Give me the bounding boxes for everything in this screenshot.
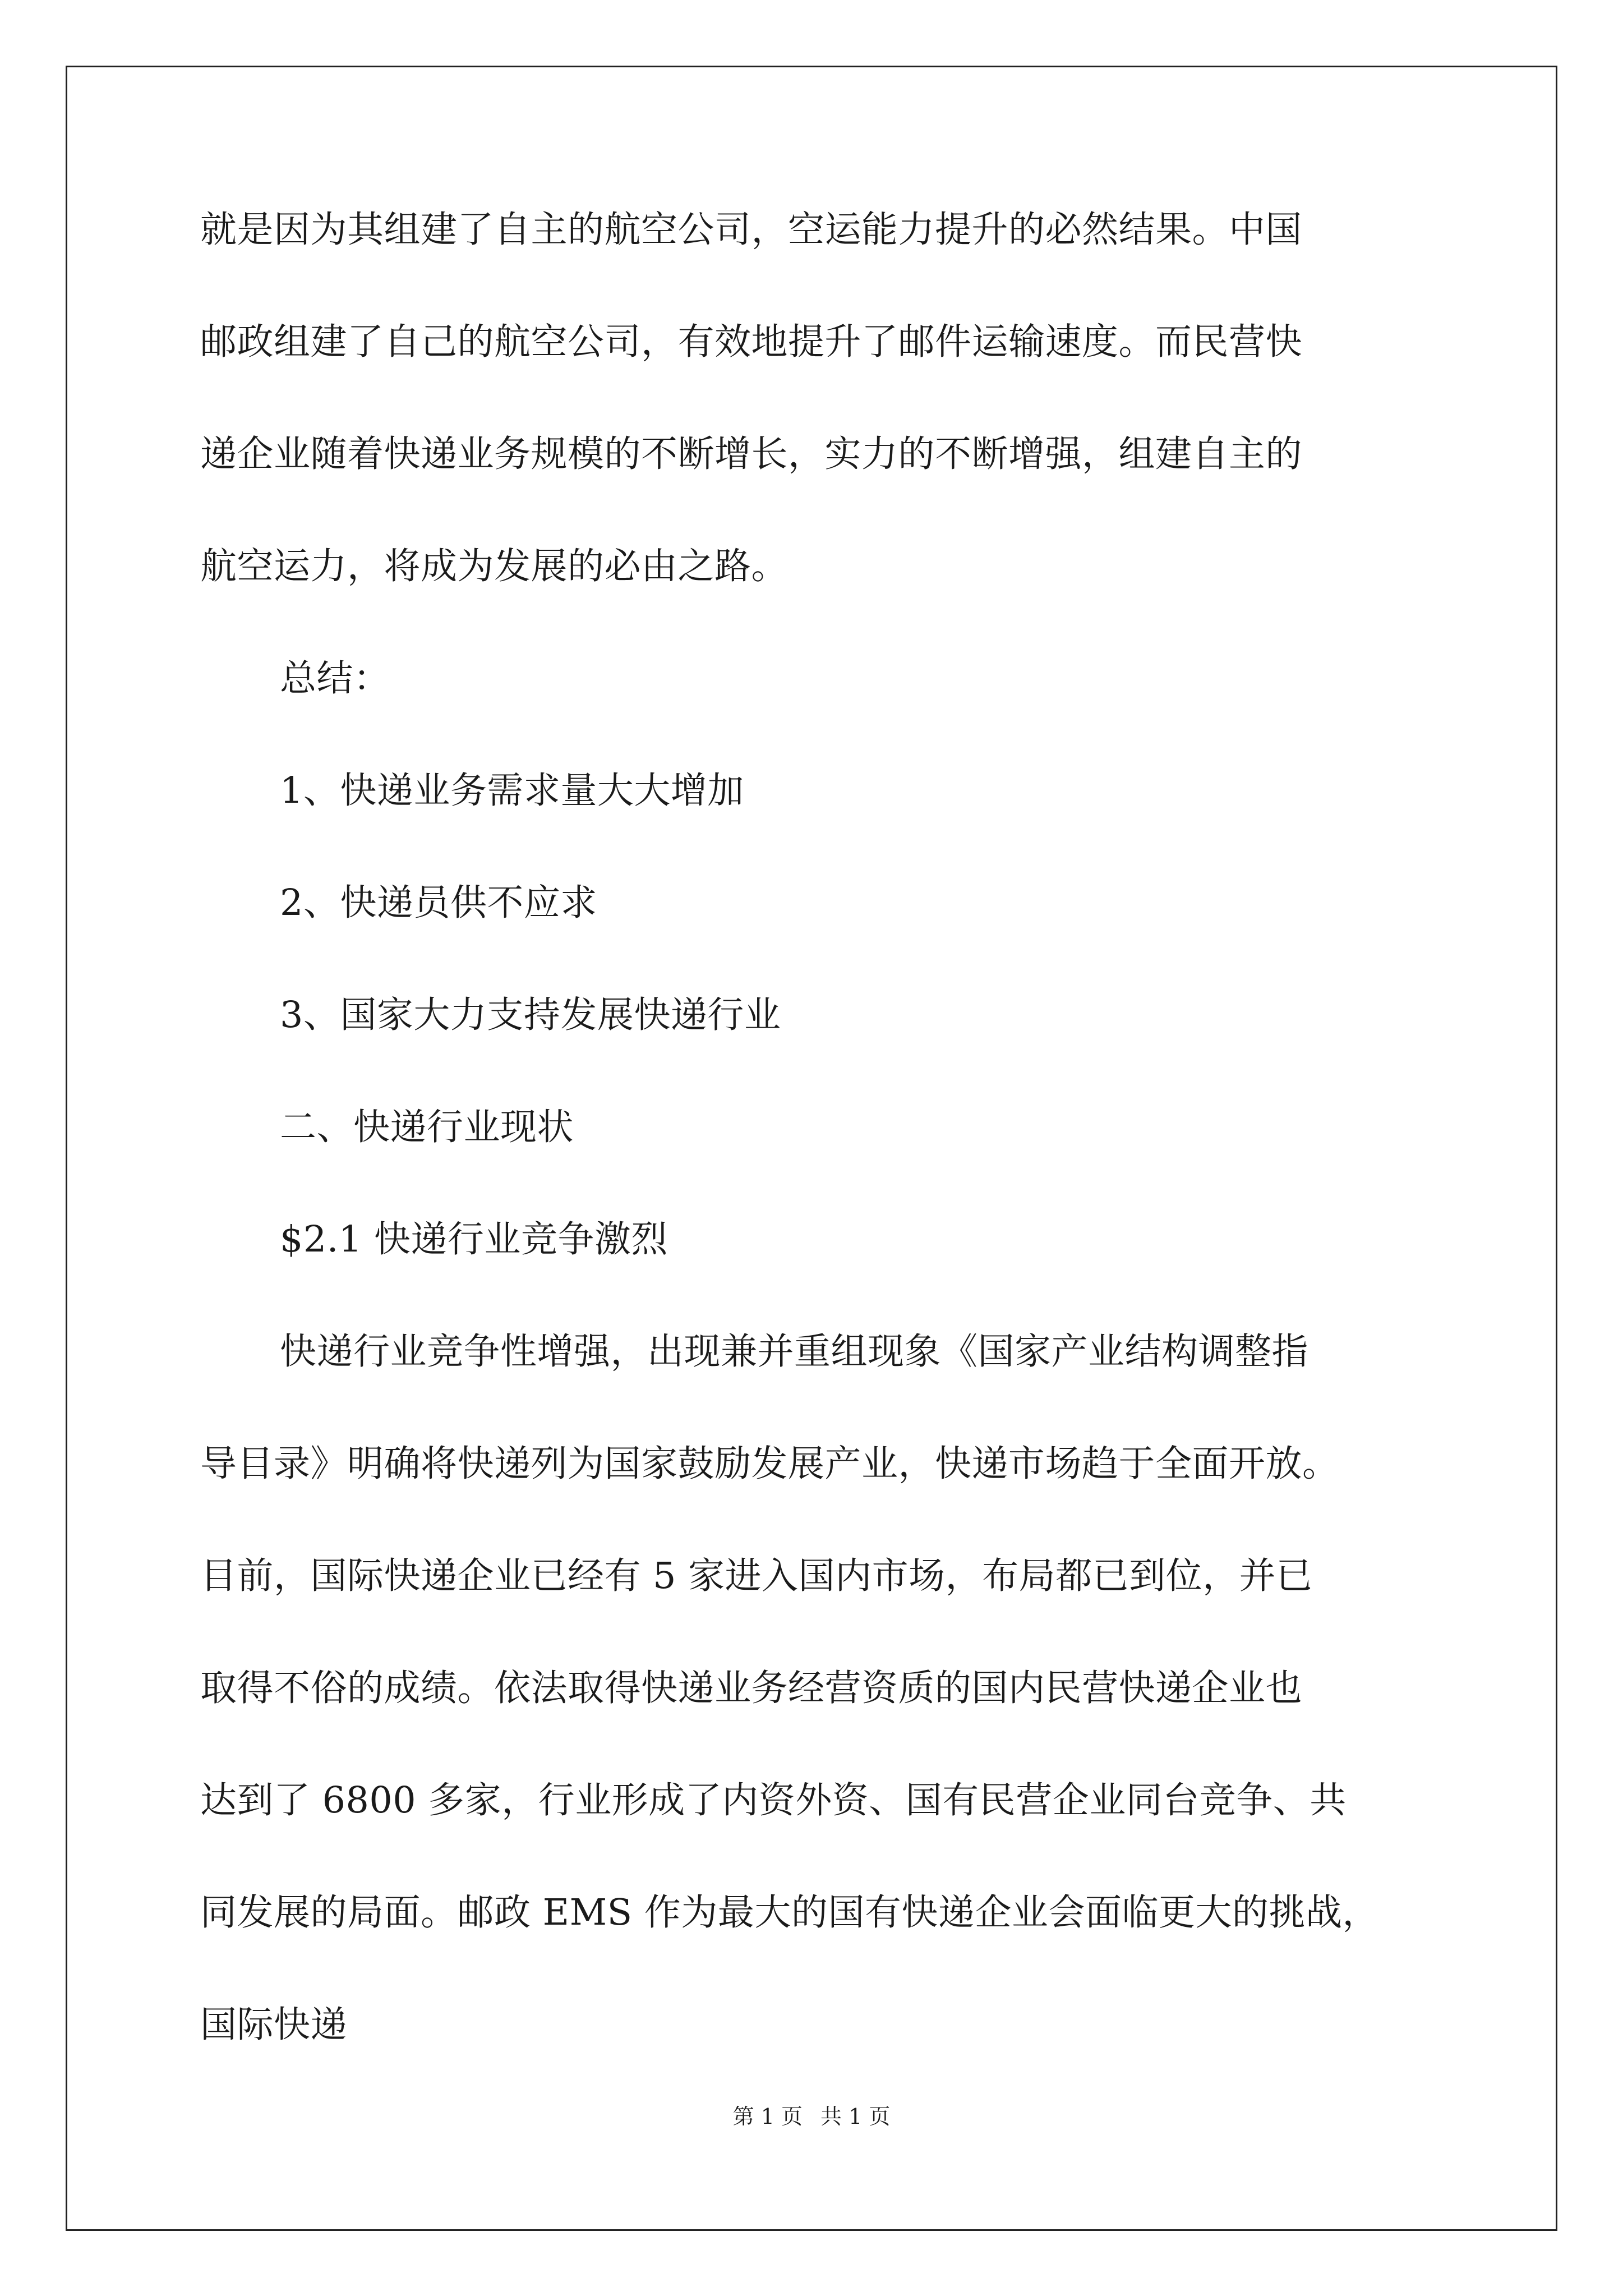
text-line: 递企业随着快递业务规模的不断增长，实力的不断增强，组建自主的 bbox=[200, 433, 1303, 475]
text-line: 就是因为其组建了自主的航空公司，空运能力提升的必然结果。中国 bbox=[200, 209, 1303, 251]
list-item: 3、国家大力支持发展快递行业 bbox=[280, 994, 781, 1036]
text-line: 取得不俗的成绩。依法取得快递业务经营资质的国内民营快递企业也 bbox=[200, 1667, 1303, 1709]
text-line: 邮政组建了自己的航空公司，有效地提升了邮件运输速度。而民营快 bbox=[200, 321, 1303, 363]
page-footer bbox=[0, 2102, 1623, 2131]
text-line: 同发展的局面。邮政 EMS 作为最大的国有快递企业会面临更大的挑战， bbox=[200, 1892, 1379, 1934]
text-line: 快递行业竞争性增强，出现兼并重组现象《国家产业结构调整指 bbox=[280, 1331, 1309, 1373]
text-line: 导目录》明确将快递列为国家鼓励发展产业，快递市场趋于全面开放。 bbox=[200, 1443, 1339, 1485]
section-heading: 二、快递行业现状 bbox=[280, 1106, 574, 1148]
page-number-total: 共 1 页 bbox=[820, 2104, 891, 2129]
text-line: 达到了 6800 多家，行业形成了内资外资、国有民营企业同台竞争、共 bbox=[200, 1779, 1347, 1821]
list-item: 1、快递业务需求量大大增加 bbox=[280, 770, 744, 812]
text-line: 国际快递 bbox=[200, 2004, 348, 2046]
summary-heading: 总结： bbox=[280, 657, 390, 700]
subsection-heading: $2.1 快递行业竞争激烈 bbox=[280, 1218, 668, 1260]
text-line: 航空运力，将成为发展的必由之路。 bbox=[200, 545, 789, 587]
page-number-current: 第 1 页 bbox=[732, 2104, 803, 2129]
text-line: 目前，国际快递企业已经有 5 家进入国内市场，布局都已到位，并已 bbox=[200, 1555, 1313, 1597]
list-item: 2、快递员供不应求 bbox=[280, 882, 597, 924]
